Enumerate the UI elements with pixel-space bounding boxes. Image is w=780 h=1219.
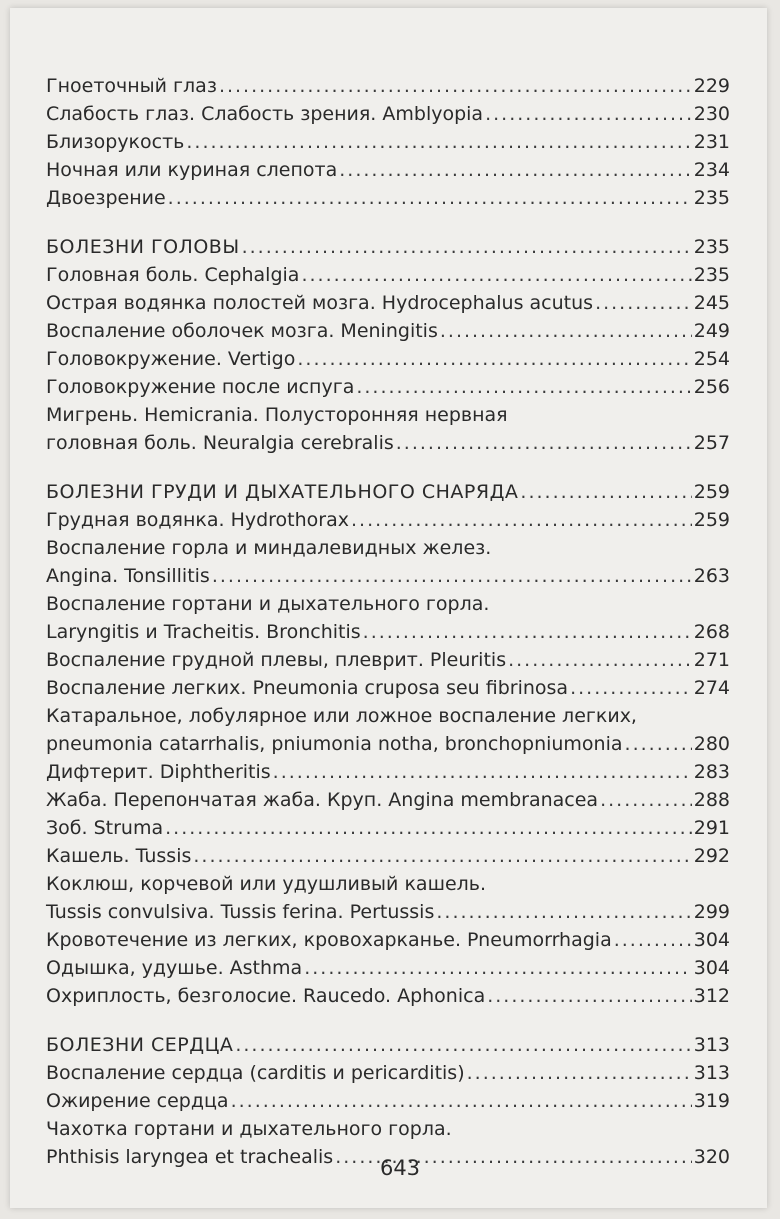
entry-page-number: 271	[693, 649, 730, 671]
entry-title: Ночная или куриная слепота	[46, 159, 338, 181]
toc-entry	[46, 786, 730, 814]
leader-dots	[193, 842, 691, 870]
entry-page-number: 312	[693, 985, 730, 1007]
entry-page-number: 292	[693, 845, 730, 867]
toc-entry	[46, 100, 730, 128]
entry-page-number: 235	[693, 236, 730, 258]
entry-page-number: 235	[693, 187, 730, 209]
leader-dots	[436, 898, 691, 926]
entry-title: pneumonia catarrhalis, pniumonia notha, bronchopniumonia	[46, 733, 623, 755]
entry-title: Laryngitis и Tracheitis. Bronchitis	[46, 621, 361, 643]
entry-page-number: 254	[693, 348, 730, 370]
toc-entry	[46, 373, 730, 401]
toc-entry	[46, 345, 730, 373]
toc-entry	[46, 72, 730, 100]
leader-dots	[165, 814, 692, 842]
entry-page-number: 259	[693, 481, 730, 503]
entry-page-number: 229	[693, 75, 730, 97]
toc-entry	[46, 289, 730, 317]
leader-dots	[467, 1059, 692, 1087]
entry-title: Tussis convulsiva. Tussis ferina. Pertussis	[46, 901, 435, 923]
entry-page-number: 313	[693, 1034, 730, 1056]
entry-page-number: 274	[693, 677, 730, 699]
leader-dots	[304, 954, 692, 982]
entry-page-number: 230	[693, 103, 730, 125]
leader-dots	[440, 317, 692, 345]
leader-dots	[625, 730, 692, 758]
entry-title: Охриплость, безголосие. Raucedo. Aphonica	[46, 985, 486, 1007]
entry-page-number: 304	[693, 957, 730, 979]
leader-dots	[487, 982, 692, 1010]
entry-page-number: 291	[693, 817, 730, 839]
entry-title-first-line: Чахотка гортани и дыхательного горла.	[46, 1118, 452, 1140]
toc-entry	[46, 982, 730, 1010]
section-heading	[46, 478, 730, 506]
entry-title: Головокружение после испуга	[46, 376, 355, 398]
entry-title: Воспаление грудной плевы, плеврит. Pleuritis	[46, 649, 507, 671]
table-of-contents	[46, 72, 730, 1171]
entry-title: Гноеточный глаз	[46, 75, 217, 97]
entry-title: Кашель. Tussis	[46, 845, 192, 867]
toc-entry	[46, 730, 730, 758]
entry-title: БОЛЕЗНИ СЕРДЦА	[46, 1034, 234, 1056]
leader-dots	[186, 128, 691, 156]
leader-dots	[339, 156, 691, 184]
toc-entry	[46, 954, 730, 982]
entry-page-number: 259	[693, 509, 730, 531]
entry-title-first-line: Воспаление горла и миндалевидных желез.	[46, 537, 492, 559]
leader-dots	[363, 618, 692, 646]
entry-title: Близорукость	[46, 131, 185, 153]
entry-page-number: 283	[693, 761, 730, 783]
entry-title: БОЛЕЗНИ ГРУДИ И ДЫХАТЕЛЬНОГО СНАРЯДА	[46, 481, 519, 503]
toc-entry	[46, 926, 730, 954]
toc-entry	[46, 506, 730, 534]
toc-entry	[46, 646, 730, 674]
entry-page-number: 234	[693, 159, 730, 181]
entry-title: Phthisis laryngea et trachealis	[46, 1146, 334, 1168]
entry-page-number: 263	[693, 565, 730, 587]
entry-title: Кровотечение из легких, кровохарканье. Pneumorrhagia	[46, 929, 612, 951]
toc-entry	[46, 898, 730, 926]
entry-title: Острая водянка полостей мозга. Hydrocephalus acutus	[46, 292, 594, 314]
toc-entry	[46, 156, 730, 184]
toc-entry	[46, 429, 730, 457]
leader-dots	[273, 758, 692, 786]
entry-page-number: 320	[693, 1146, 730, 1168]
entry-title: Жаба. Перепончатая жаба. Круп. Angina membranacea	[46, 789, 599, 811]
entry-page-number: 256	[693, 376, 730, 398]
toc-entry	[46, 562, 730, 590]
section-heading	[46, 1031, 730, 1059]
entry-title-first-line: Мигрень. Hemicrania. Полусторонняя нервная	[46, 404, 508, 426]
section-gap	[46, 1010, 730, 1031]
entry-page-number: 304	[693, 929, 730, 951]
leader-dots	[485, 100, 692, 128]
entry-page-number: 299	[693, 901, 730, 923]
leader-dots	[301, 261, 691, 289]
entry-page-number: 288	[693, 789, 730, 811]
toc-entry	[46, 618, 730, 646]
entry-title: Angina. Tonsillitis	[46, 565, 210, 587]
entry-page-number: 245	[693, 292, 730, 314]
toc-entry	[46, 317, 730, 345]
entry-title: Грудная водянка. Hydrothorax	[46, 509, 349, 531]
toc-entry	[46, 184, 730, 212]
toc-entry	[46, 674, 730, 702]
leader-dots	[508, 646, 692, 674]
leader-dots	[520, 478, 691, 506]
entry-title: Одышка, удушье. Asthma	[46, 957, 303, 979]
leader-dots	[614, 926, 692, 954]
entry-title: Слабость глаз. Слабость зрения. Amblyopia	[46, 103, 484, 125]
entry-title: Головокружение. Vertigo	[46, 348, 296, 370]
toc-entry	[46, 814, 730, 842]
leader-dots	[351, 506, 692, 534]
leader-dots	[356, 373, 691, 401]
entry-title: Ожирение сердца	[46, 1090, 229, 1112]
toc-entry	[46, 842, 730, 870]
toc-entry	[46, 128, 730, 156]
leader-dots	[595, 289, 692, 317]
section-gap	[46, 212, 730, 233]
entry-title-first-line: Воспаление гортани и дыхательного горла.	[46, 593, 490, 615]
entry-title: Головная боль. Cephalgia	[46, 264, 300, 286]
entry-title: Воспаление оболочек мозга. Meningitis	[46, 320, 438, 342]
section-gap	[46, 457, 730, 478]
leader-dots	[212, 562, 692, 590]
entry-page-number: 280	[693, 733, 730, 755]
entry-page-number: 249	[693, 320, 730, 342]
entry-page-number: 268	[693, 621, 730, 643]
toc-entry	[46, 1059, 730, 1087]
entry-title: Зоб. Struma	[46, 817, 164, 839]
page-number: 643	[379, 1156, 421, 1180]
section-heading	[46, 233, 730, 261]
entry-title-first-line: Коклюш, корчевой или удушливый кашель.	[46, 873, 487, 895]
leader-dots	[297, 345, 691, 373]
toc-entry	[46, 261, 730, 289]
toc-entry	[46, 1087, 730, 1115]
leader-dots	[235, 1031, 691, 1059]
entry-title: Воспаление легких. Pneumonia cruposa seu fibrinosa	[46, 677, 569, 699]
entry-page-number: 231	[693, 131, 730, 153]
entry-title: БОЛЕЗНИ ГОЛОВЫ	[46, 236, 240, 258]
entry-page-number: 235	[693, 264, 730, 286]
leader-dots	[231, 1087, 692, 1115]
leader-dots	[600, 786, 692, 814]
toc-entry	[46, 758, 730, 786]
leader-dots	[219, 72, 692, 100]
entry-title: головная боль. Neuralgia cerebralis	[46, 432, 394, 454]
entry-title: Дифтерит. Diphtheritis	[46, 761, 271, 783]
leader-dots	[396, 429, 692, 457]
entry-page-number: 319	[693, 1090, 730, 1112]
entry-title: Двоезрение	[46, 187, 166, 209]
leader-dots	[168, 184, 692, 212]
entry-title: Воспаление сердца (carditis и pericarditis)	[46, 1062, 465, 1084]
leader-dots	[570, 674, 692, 702]
book-page	[10, 8, 767, 1208]
entry-title-first-line: Катаральное, лобулярное или ложное воспаление легких,	[46, 705, 637, 727]
entry-page-number: 313	[693, 1062, 730, 1084]
entry-page-number: 257	[693, 432, 730, 454]
leader-dots	[242, 233, 692, 261]
